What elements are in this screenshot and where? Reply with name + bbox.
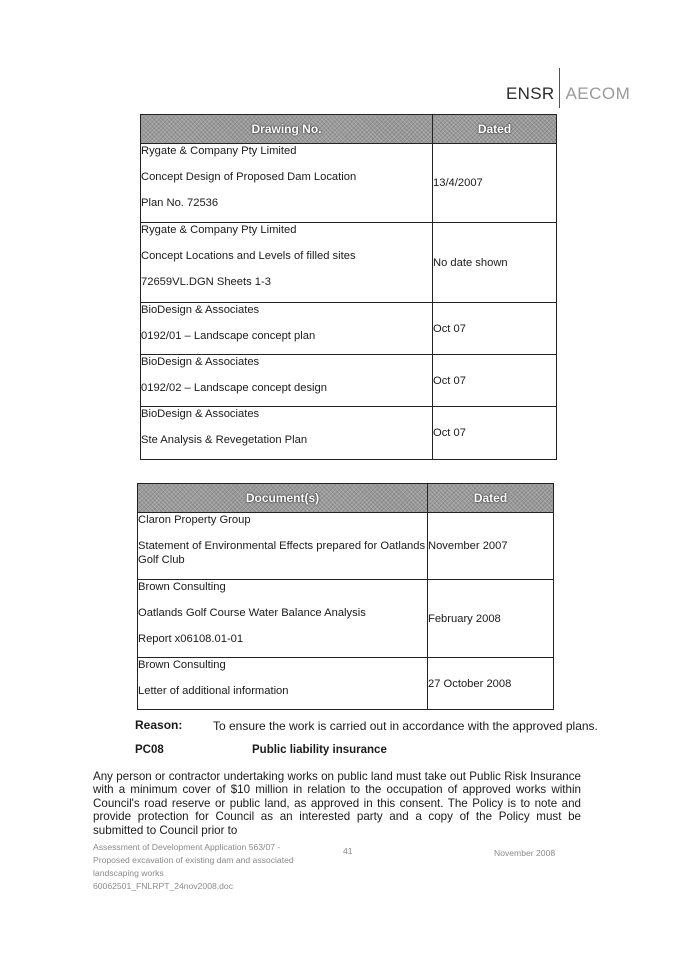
reason-label: Reason: [135, 718, 183, 732]
table-row [138, 513, 554, 580]
table-row [141, 355, 557, 407]
cell-line: BioDesign & Associates [141, 356, 260, 368]
dated-cell [433, 355, 557, 407]
description-cell [138, 580, 428, 658]
cell-line: Claron Property Group [138, 514, 251, 526]
ensr-aecom-logo [506, 74, 630, 114]
table-row [141, 407, 557, 460]
cell-line: Concept Locations and Levels of filled sites [141, 250, 356, 262]
table-header-row [138, 484, 554, 513]
footer-line: Assessment of Development Application 563/07 - [93, 842, 281, 852]
dated-value: 13/4/2007 [433, 177, 483, 189]
dated-value: Oct 07 [433, 427, 466, 439]
dated-cell [428, 658, 554, 710]
header-drawing-no: Drawing No. [141, 115, 433, 144]
dated-value: No date shown [433, 256, 508, 269]
dated-cell [433, 144, 557, 223]
cell-line: BioDesign & Associates [141, 304, 260, 316]
cell-line: Statement of Environmental Effects prepared for Oatlands Golf Club [138, 540, 426, 566]
description-cell [141, 407, 433, 460]
dated-cell [428, 580, 554, 658]
dated-value: February 2008 [428, 612, 501, 625]
table-row [138, 580, 554, 658]
cell-line: Concept Design of Proposed Dam Location [141, 171, 357, 183]
dated-cell [433, 223, 557, 303]
dated-value: 27 October 2008 [428, 677, 512, 690]
description-cell [141, 144, 433, 223]
header-dated: Dated [433, 115, 557, 144]
condition-title: Public liability insurance [252, 744, 387, 756]
dated-cell [433, 407, 557, 460]
footer-date: November 2008 [494, 848, 556, 858]
dated-value: November 2007 [428, 540, 508, 552]
condition-code: PC08 [135, 744, 164, 756]
cell-line: Rygate & Company Pty Limited [141, 224, 297, 236]
cell-line: Ste Analysis & Revegetation Plan [141, 434, 308, 446]
documents-table [137, 483, 554, 710]
condition-paragraph: Any person or contractor undertaking works on public land must take out Public Risk Insurance with a minimum cover of $10 million in relation to the occupation of approved works within Council's road reserve or public land, as approved in this consent. The Policy is to note and provide protection for Council as an interested party and a copy of the Policy must be submitted to Council prior to [93, 770, 581, 837]
dated-cell [433, 303, 557, 355]
cell-line: Letter of additional information [138, 685, 289, 697]
reason-text: To ensure the work is carried out in accordance with the approved plans. [213, 719, 598, 733]
page-number: 41 [343, 846, 353, 856]
cell-line: Rygate & Company Pty Limited [141, 145, 297, 157]
logo-divider [559, 68, 560, 108]
header-documents: Document(s) [138, 484, 428, 513]
cell-line: 0192/02 – Landscape concept design [141, 382, 327, 394]
table-row [141, 144, 557, 223]
table-header-row [141, 115, 557, 144]
header-dated: Dated [428, 484, 554, 513]
logo-aecom-text: AECOM [565, 84, 631, 103]
table-row [141, 303, 557, 355]
table-row [138, 658, 554, 710]
description-cell [141, 223, 433, 303]
footer-line: landscaping works [93, 868, 164, 878]
cell-line: Oatlands Golf Course Water Balance Analysis [138, 607, 366, 619]
cell-line: 72659VL.DGN Sheets 1-3 [141, 276, 271, 288]
description-cell [141, 355, 433, 407]
footer-line: Proposed excavation of existing dam and associated [93, 855, 294, 865]
dated-cell [428, 513, 554, 580]
description-cell [138, 513, 428, 580]
cell-line: 0192/01 – Landscape concept plan [141, 330, 316, 342]
dated-value: Oct 07 [433, 374, 466, 387]
cell-line: Plan No. 72536 [141, 197, 219, 209]
drawings-table [140, 114, 557, 460]
cell-line: Brown Consulting [138, 581, 226, 593]
footer-document-info [93, 841, 313, 893]
description-cell [138, 658, 428, 710]
table-row [141, 223, 557, 303]
description-cell [141, 303, 433, 355]
footer-line: 60062501_FNLRPT_24nov2008.doc [93, 881, 233, 891]
logo-ensr-text: ENSR [506, 84, 555, 103]
cell-line: Report x06108.01-01 [138, 633, 244, 645]
dated-value: Oct 07 [433, 322, 466, 335]
cell-line: BioDesign & Associates [141, 408, 260, 420]
cell-line: Brown Consulting [138, 659, 226, 671]
